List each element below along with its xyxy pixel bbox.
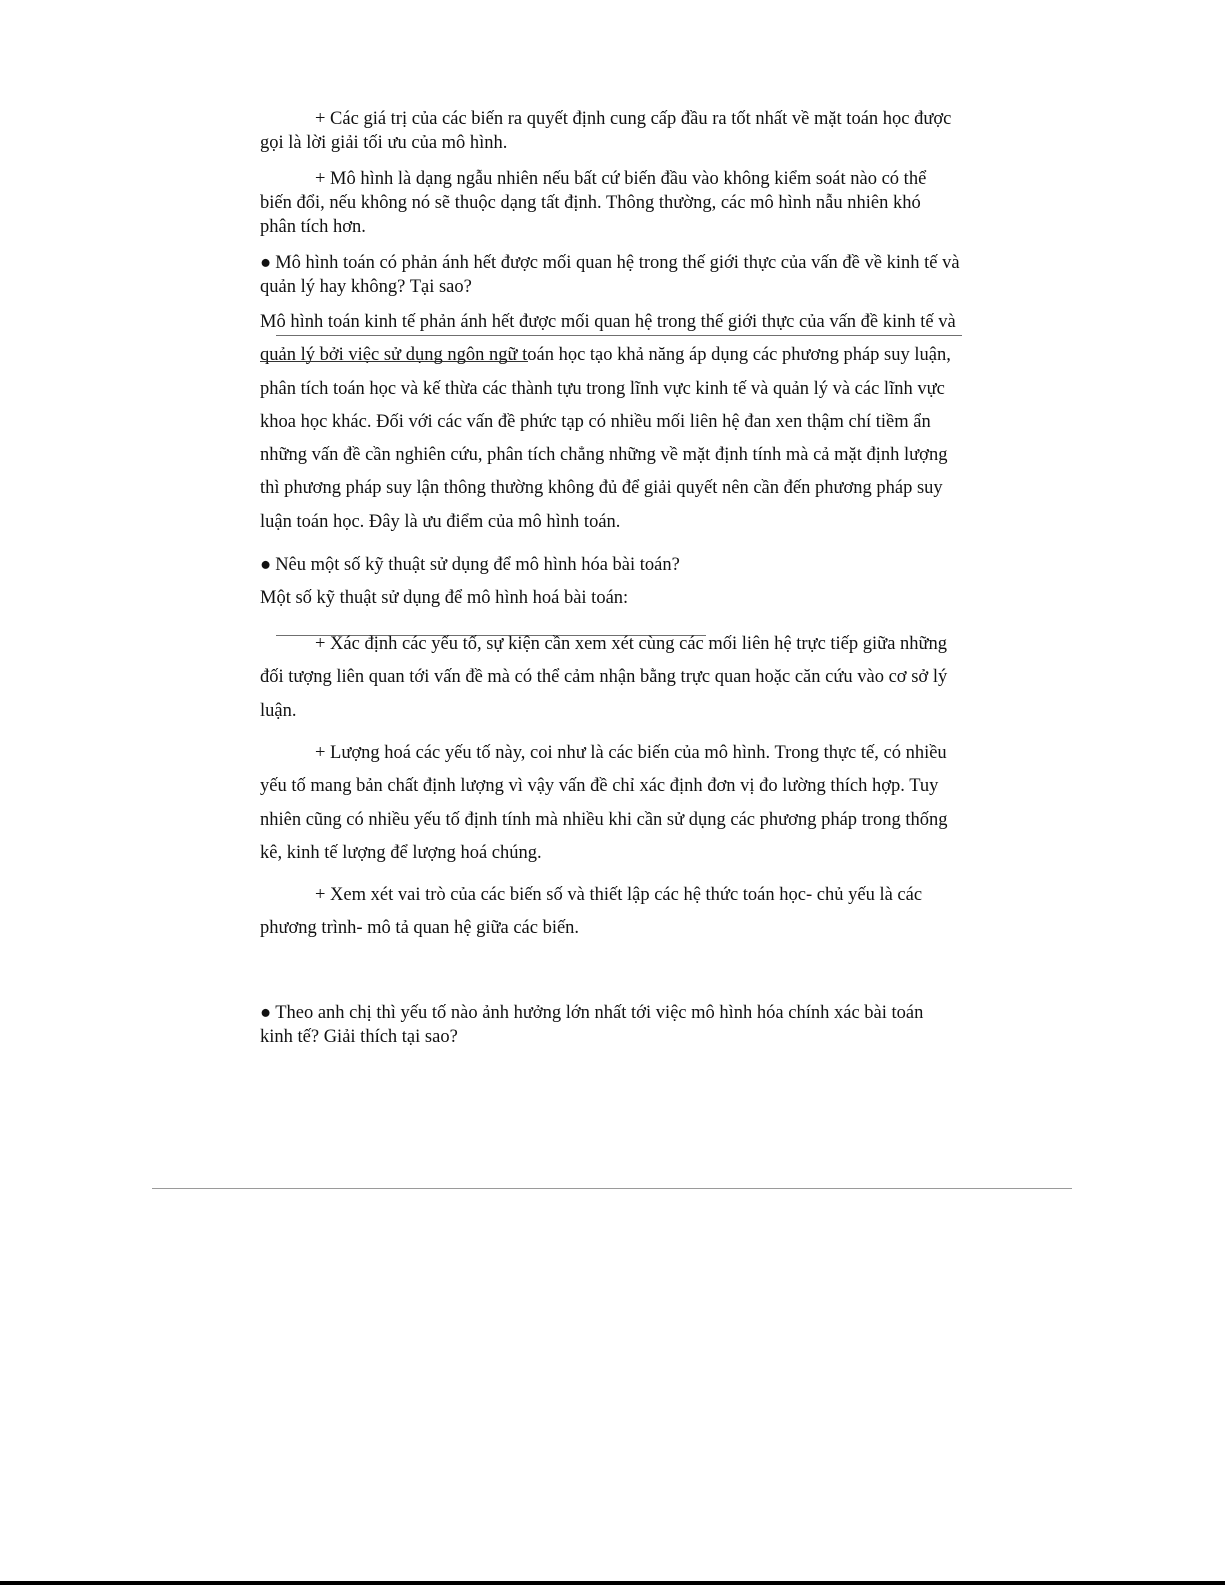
- question-3: [260, 1001, 960, 1049]
- question-2: [260, 553, 960, 577]
- paragraph-optimal-solution: + Các giá trị của các biến ra quyết định cung cấp đầu ra tốt nhất về mặt toán học được gọi là lời giải tối ưu của mô hình.: [260, 109, 952, 153]
- revision-underline: [276, 335, 962, 336]
- paragraph-stochastic-model: + Mô hình là dạng ngẫu nhiên nếu bất cứ biến đầu vào không kiểm soát nào có thể biến đổi, nếu không nó sẽ thuộc dạng tất định. Thông thường, các mô hình nẫu nhiên khó phân tích hơn.: [260, 169, 927, 237]
- question-1-text: Mô hình toán có phản ánh hết được mối quan hệ trong thế giới thực của vấn đề về kinh tế và quản lý hay không? Tại sao?: [260, 253, 960, 297]
- page-break-divider: [152, 1188, 1072, 1189]
- revision-strikethrough: [260, 361, 528, 362]
- question-2-text: Nêu một số kỹ thuật sử dụng để mô hình hóa bài toán?: [275, 555, 680, 575]
- question-1: [260, 251, 960, 299]
- bottom-edge-bar: [0, 1581, 1225, 1585]
- question-3-text: Theo anh chị thì yếu tố nào ảnh hưởng lớn nhất tới việc mô hình hóa chính xác bài toán kinh tế? Giải thích tại sao?: [260, 1003, 924, 1047]
- answer-2-item-2: + Lượng hoá các yếu tố này, coi như là các biến của mô hình. Trong thực tế, có nhiều yếu tố mang bản chất định lượng vì vậy vấn đề chỉ xác định đơn vị đo lường thích hợp. Tuy nhiên cũng có nhiều yếu tố định tính mà nhiều khi cần sử dụng các phương pháp trong thống kê, kinh tế lượng để lượng hoá chúng.: [260, 743, 948, 863]
- answer-2-intro: Một số kỹ thuật sử dụng để mô hình hoá bài toán:: [260, 588, 629, 608]
- bullet-icon: ●: [260, 1003, 272, 1023]
- bullet-icon: ●: [260, 555, 272, 575]
- answer-2-item-1: + Xác định các yếu tố, sự kiện cần xem xét cùng các mối liên hệ trực tiếp giữa những đối tượng liên quan tới vấn đề mà có thể cảm nhận bằng trực quan hoặc căn cứu vào cơ sở lý luận.: [260, 634, 948, 721]
- answer-1: Mô hình toán kinh tế phản ánh hết được mối quan hệ trong thế giới thực của vấn đề kinh tế và quản lý bởi việc sử dụng ngôn ngữ toán học tạo khả năng áp dụng các phương pháp suy luận, phân tích toán học và kế thừa các thành tựu trong lĩnh vực kinh tế và quản lý và các lĩnh vực khoa học khác. Đối với các vấn đề phức tạp có nhiều mối liên hệ đan xen thậm chí tiềm ẩn những vấn đề cần nghiên cứu, phân tích chẳng những về mặt định tính mà cả mặt định lượng thì phương pháp suy lận thông thường không đủ để giải quyết nên cần đến phương pháp suy luận toán học. Đây là ưu điểm của mô hình toán.: [260, 312, 956, 532]
- answer-2-item-3: + Xem xét vai trò của các biến số và thiết lập các hệ thức toán học- chủ yếu là các phương trình- mô tả quan hệ giữa các biến.: [260, 885, 923, 939]
- bullet-icon: ●: [260, 253, 272, 273]
